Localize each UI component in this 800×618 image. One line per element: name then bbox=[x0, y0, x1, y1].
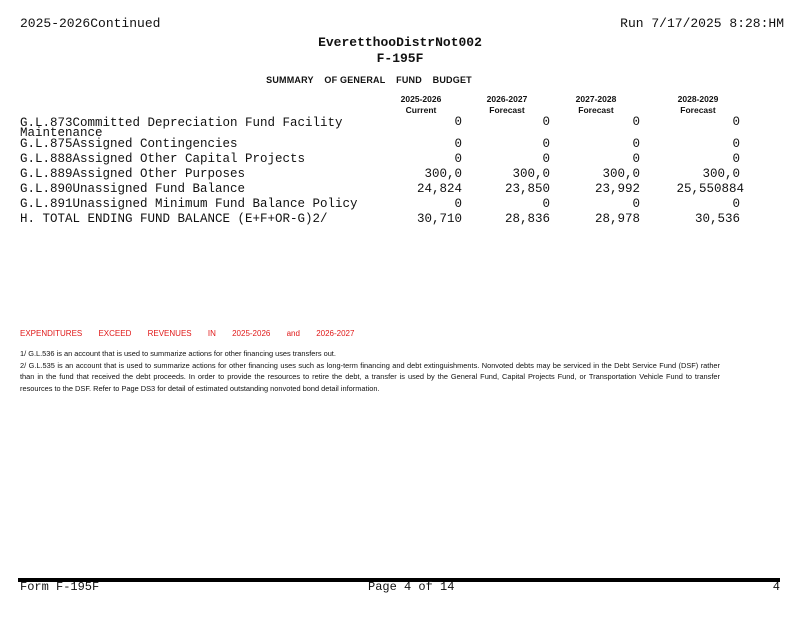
column-header-2025-2026 bbox=[381, 94, 461, 116]
cell-value: 0 bbox=[732, 197, 740, 211]
cell-value: 0 bbox=[454, 152, 462, 166]
row-label: G.L.890Unassigned Fund Balance bbox=[20, 182, 246, 196]
cell-value: 300,0 bbox=[512, 167, 550, 181]
summary-title-word: SUMMARY bbox=[266, 75, 314, 85]
cell-value: 28,978 bbox=[594, 212, 640, 226]
district-name: EveretthooDistrNot002 bbox=[318, 35, 482, 50]
summary-title-word: OF GENERAL bbox=[324, 75, 386, 85]
row-label: G.L.888Assigned Other Capital Projects bbox=[20, 152, 306, 166]
cell-value: 0 bbox=[632, 137, 640, 151]
footer-page-number: 4 bbox=[772, 580, 780, 594]
footnote: 1/ G.L.536 is an account that is used to summarize actions for other financing uses transfers out. bbox=[20, 349, 336, 358]
row-label-line: Maintenance bbox=[20, 126, 103, 140]
cell-value: 300,0 bbox=[702, 167, 740, 181]
column-type: Forecast bbox=[680, 105, 716, 115]
warning-word: EXCEED bbox=[98, 329, 132, 338]
summary-title-word: FUND bbox=[396, 75, 422, 85]
column-year: 2025-2026 bbox=[400, 94, 442, 104]
continued-label: 2025-2026Continued bbox=[20, 16, 161, 31]
cell-value: 30,536 bbox=[694, 212, 740, 226]
row-label: H. TOTAL ENDING FUND BALANCE (E+F+OR-G)2/ bbox=[20, 212, 328, 226]
cell-value: 30,710 bbox=[416, 212, 462, 226]
warning-word: and bbox=[286, 329, 300, 338]
deficit-warning bbox=[20, 329, 368, 338]
fund-balance-table bbox=[20, 115, 780, 227]
warning-word: 2026-2027 bbox=[316, 329, 355, 338]
row-label: G.L.891Unassigned Minimum Fund Balance Policy bbox=[20, 197, 358, 211]
form-id: F-195F bbox=[376, 51, 424, 66]
summary-title-word: BUDGET bbox=[432, 75, 472, 85]
row-label-line: G.L.873Committed Depreciation Fund Facility bbox=[20, 116, 343, 130]
footnotes bbox=[20, 348, 720, 394]
column-year: 2027-2028 bbox=[575, 94, 617, 104]
column-year: 2026-2027 bbox=[486, 94, 528, 104]
summary-title bbox=[0, 75, 738, 85]
table-row bbox=[20, 115, 780, 140]
column-type: Current bbox=[405, 105, 437, 115]
cell-value: 25,550884 bbox=[676, 182, 744, 196]
cell-value: 0 bbox=[732, 137, 740, 151]
footer-form-label: Form F-195F bbox=[20, 580, 100, 594]
cell-value: 24,824 bbox=[416, 182, 462, 196]
cell-value: 0 bbox=[732, 152, 740, 166]
table-row bbox=[20, 152, 780, 167]
column-header-2026-2027 bbox=[467, 94, 547, 116]
warning-word: EXPENDITURES bbox=[20, 329, 83, 338]
cell-value: 0 bbox=[454, 115, 462, 129]
table-row-total bbox=[20, 212, 780, 227]
cell-value: 300,0 bbox=[602, 167, 640, 181]
table-row bbox=[20, 167, 780, 182]
cell-value: 0 bbox=[454, 197, 462, 211]
cell-value: 0 bbox=[542, 137, 550, 151]
run-info: Run 7/17/2025 8:28:HM bbox=[620, 16, 784, 31]
column-type: Forecast bbox=[578, 105, 614, 115]
cell-value: 0 bbox=[542, 197, 550, 211]
cell-value: 0 bbox=[632, 152, 640, 166]
cell-value: 0 bbox=[632, 197, 640, 211]
column-header-2027-2028 bbox=[556, 94, 636, 116]
footer-page-label: Page 4 of 14 bbox=[368, 580, 455, 594]
cell-value: 0 bbox=[732, 115, 740, 129]
cell-value: 0 bbox=[542, 115, 550, 129]
footnote: 2/ G.L.535 is an account that is used to summarize actions for other financing uses such as long-term financing and debt extinguishments. Nonvoted debts may be serviced in the Debt Service Fund (DSF) rather than in the fund that received the debt proceeds. In order to provide the resources to retire the debt, a transfer is used by the General Fund, Capital Projects Fund, or Transportation Vehicle Fund to transfer resources to the DSF. Refer to Page DS3 for detail of estimated outstanding nonvoted bond detail information. bbox=[20, 360, 720, 393]
cell-value: 0 bbox=[542, 152, 550, 166]
cell-value: 0 bbox=[454, 137, 462, 151]
table-row bbox=[20, 182, 780, 197]
row-label: G.L.875Assigned Contingencies bbox=[20, 137, 238, 151]
row-label bbox=[20, 118, 343, 138]
warning-word: IN bbox=[207, 329, 216, 338]
row-label: G.L.889Assigned Other Purposes bbox=[20, 167, 246, 181]
column-header-2028-2029 bbox=[658, 94, 738, 116]
column-type: Forecast bbox=[489, 105, 525, 115]
warning-word: 2025-2026 bbox=[232, 329, 271, 338]
cell-value: 23,992 bbox=[594, 182, 640, 196]
column-year: 2028-2029 bbox=[677, 94, 719, 104]
cell-value: 0 bbox=[632, 115, 640, 129]
cell-value: 23,850 bbox=[504, 182, 550, 196]
warning-word: REVENUES bbox=[147, 329, 192, 338]
table-row bbox=[20, 197, 780, 212]
table-row bbox=[20, 137, 780, 152]
cell-value: 28,836 bbox=[504, 212, 550, 226]
cell-value: 300,0 bbox=[424, 167, 462, 181]
